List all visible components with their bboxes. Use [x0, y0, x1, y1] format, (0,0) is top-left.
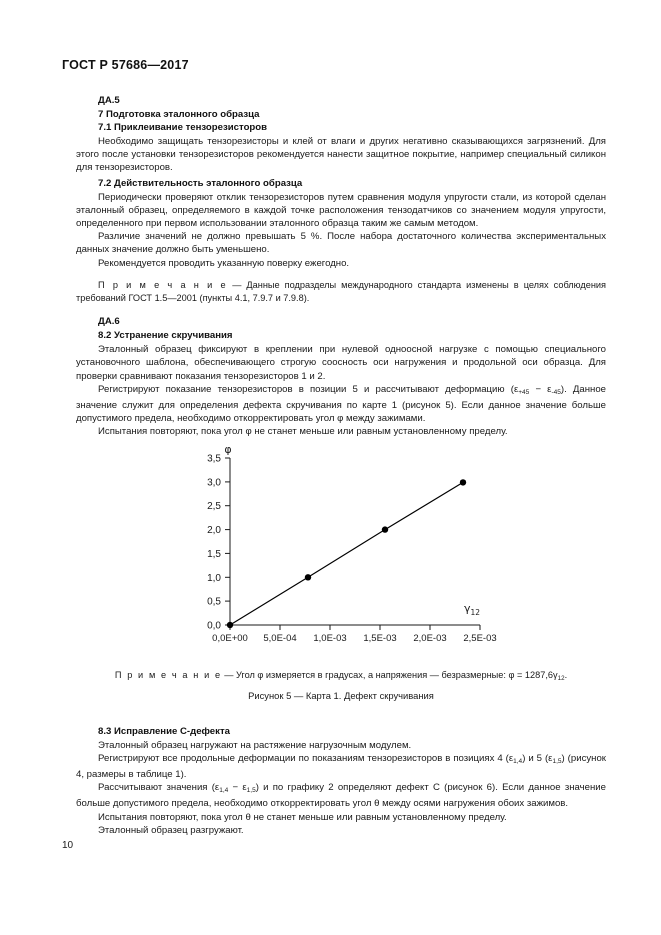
document-body-lower: [76, 726, 606, 837]
x-tick-label: 5,0E-04: [263, 633, 297, 644]
p10-subscript-1: 1,4: [219, 787, 229, 795]
data-point: [227, 622, 233, 628]
x-tick-label: 2,5E-03: [463, 633, 497, 644]
x-tick-label: 1,0E-03: [313, 633, 347, 644]
data-point: [382, 526, 388, 532]
x-tick-label: 1,5E-03: [363, 633, 397, 644]
data-point: [460, 479, 466, 485]
paragraph-8-2-setup: Эталонный образец фиксируют в креплении при нулевой одноосной нагрузке с помощью специального установочного шаблона, обеспечивающего строгую соосность оси нагружения и продольной оси образца. Для проверки сравнивают показания тензорезисторов 1 и 2.: [76, 344, 606, 382]
p9-subscript-2: 1,5: [552, 758, 562, 766]
x-axis-title: $\gamma_{12}$: [464, 602, 481, 617]
heading-7-2: 7.2 Действительность эталонного образца: [98, 177, 303, 189]
p10-part-c: ) и по графику 2 определяют дефект С (рисунок 6). Если данное значение больше допустимого предела, необходимо откорректировать угол θ между осями нагружения обоих зажимов.: [76, 782, 606, 810]
note-international-standard: [76, 279, 606, 305]
p6-part-a: Регистрируют показание тензорезисторов в позиции 5 и рассчитывают деформацию (ε: [98, 383, 519, 395]
y-tick-label: 0,5: [207, 596, 221, 608]
p9-part-a: Регистрируют все продольные деформации по показаниям тензорезисторов в позициях 4 (ε: [98, 753, 514, 765]
figure-5-caption: Рисунок 5 — Карта 1. Дефект скручивания: [248, 690, 434, 701]
x-tick-label: 2,0E-03: [413, 633, 447, 644]
figure-5-note: [76, 669, 606, 685]
heading-7: 7 Подготовка эталонного образца: [98, 109, 260, 120]
y-tick-label: 3,0: [207, 477, 221, 489]
p6-subscript-2: -45: [551, 388, 561, 396]
paragraph-7-1-text: Необходимо защищать тензорезисторы и клей от влаги и других негативно сказывающихся загрязнений. Для этого после установки тензорезисторов рекомендуется нанести защитное покрытие, например специальный силикон для тензорезисторов.: [76, 136, 606, 174]
p6-part-b: − ε: [529, 383, 552, 395]
paragraph-annual-check: Рекомендуется проводить указанную поверку ежегодно.: [98, 257, 350, 269]
note-body: — Данные подразделы международного стандарта изменены в целях соблюдения требований ГОСТ 1.5—2001 (пункты 4.1, 7.9.7 и 7.9.8).: [76, 279, 606, 304]
x-axis-ticks: [230, 625, 480, 630]
page-number: 10: [62, 840, 74, 851]
paragraph-8-3-calculate: [76, 781, 606, 810]
y-axis-title: φ: [224, 444, 232, 456]
figure-note-text-b: .: [564, 670, 568, 680]
p9-part-b: ) и 5 (ε: [522, 753, 553, 765]
heading-8-3: 8.3 Исправление С-дефекта: [98, 726, 230, 737]
chart-card-1-twist-defect: [194, 444, 504, 656]
paragraph-8-2-measure: [76, 383, 606, 425]
data-point: [305, 574, 311, 580]
figure-note-label: П р и м е ч а н и е: [114, 670, 222, 680]
p9-subscript-1: 1,4: [513, 758, 523, 766]
y-tick-label: 1,5: [207, 548, 221, 560]
heading-8-2: 8.2 Устранение скручивания: [98, 330, 233, 342]
chart-svg: [194, 444, 504, 656]
p6-subscript-1: +45: [518, 388, 530, 396]
section-id-da6: ДА.6: [98, 316, 120, 328]
y-tick-label: 1,0: [207, 572, 221, 584]
y-tick-label: 2,5: [207, 501, 221, 513]
page-header-standard-number: ГОСТ Р 57686—2017: [62, 58, 189, 72]
heading-7-1: 7.1 Приклеивание тензорезисторов: [98, 122, 268, 133]
figure-note-text-a: — Угол φ измеряется в градусах, а напряжения — безразмерные: φ = 1287,6γ: [221, 670, 558, 680]
x-tick-label: 0,0E+00: [212, 633, 248, 644]
document-body-upper: [76, 95, 606, 438]
paragraph-8-2-repeat: Испытания повторяют, пока угол φ не станет меньше или равным установленному пределу.: [98, 426, 508, 438]
paragraph-8-3-load: Эталонный образец нагружают на растяжение нагрузочным модулем.: [98, 740, 412, 751]
figure-note-subscript: 12: [557, 674, 565, 682]
figure-5-wrapper: [76, 444, 606, 656]
paragraph-7-2-text: Периодически проверяют отклик тензорезисторов путем сравнения модуля упругости стали, из которой сделан эталонный образец, определяемого в каждой точке расположения тензодатчиков со значением модуля упругости, определенного при первом использовании эталонного образца таким же самым методом.: [76, 191, 606, 230]
p10-part-b: − ε: [228, 782, 247, 794]
p10-part-a: Рассчитывают значения (ε: [98, 782, 220, 794]
x-axis-tick-labels: [212, 633, 496, 644]
section-id-da5: ДА.5: [98, 95, 120, 106]
paragraph-8-3-repeat: Испытания повторяют, пока угол θ не станет меньше или равным установленному пределу.: [98, 811, 507, 823]
paragraph-8-3-unload: Эталонный образец разгружают.: [98, 824, 244, 836]
data-series-line: [230, 482, 463, 625]
y-tick-label: 0,0: [207, 620, 221, 632]
y-axis-tick-labels: [207, 454, 221, 632]
note-label: П р и м е ч а н и е: [98, 279, 228, 290]
y-tick-label: 2,0: [207, 525, 221, 537]
p9-part-c: ) (рисунок 4, размеры в таблице 1).: [76, 753, 606, 781]
paragraph-tolerance: Различие значений не должно превышать 5 %. После набора достаточного количества экспериментальных данных значение должно быть уменьшено.: [76, 231, 606, 256]
y-axis-ticks: [225, 458, 230, 625]
p10-subscript-2: 1,5: [246, 787, 256, 795]
y-tick-label: 3,5: [207, 453, 221, 465]
p6-part-c: ). Данное значение служит для определения дефекта скручивания по карте 1 (рисунок 5). Если данное значение больше допустимого предела, необходимо откорректировать угол φ между зажимами.: [76, 383, 606, 425]
paragraph-8-3-record: [76, 752, 606, 781]
